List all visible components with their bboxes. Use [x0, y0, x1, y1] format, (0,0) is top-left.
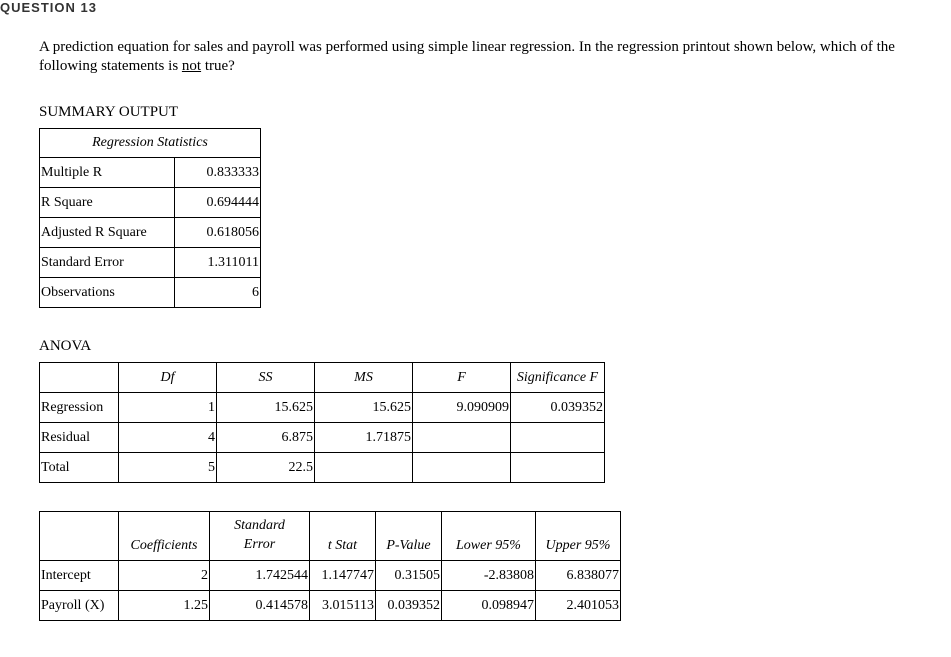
anova-cell: 1.71875 [315, 423, 413, 453]
anova-cell: 15.625 [217, 393, 315, 423]
coef-cell: 1.25 [119, 591, 210, 621]
table-header-row [40, 512, 621, 561]
table-row [40, 423, 605, 453]
anova-header-ms: MS [315, 363, 413, 393]
summary-output-title: SUMMARY OUTPUT [39, 104, 179, 120]
anova-cell: Residual [40, 423, 119, 453]
regression-statistics-header: Regression Statistics [40, 129, 261, 158]
anova-cell [413, 453, 511, 483]
stat-value: 0.694444 [175, 188, 261, 218]
coef-header-empty [40, 512, 119, 561]
stat-label: R Square [40, 188, 175, 218]
coef-cell: 1.742544 [210, 561, 310, 591]
anova-cell: 22.5 [217, 453, 315, 483]
coef-header-t-stat: t Stat [310, 512, 376, 561]
coef-cell: 0.31505 [376, 561, 442, 591]
table-row [40, 188, 261, 218]
coef-cell: 0.039352 [376, 591, 442, 621]
anova-cell: Total [40, 453, 119, 483]
stat-label: Standard Error [40, 248, 175, 278]
stat-value: 1.311011 [175, 248, 261, 278]
anova-cell: 15.625 [315, 393, 413, 423]
anova-cell [315, 453, 413, 483]
question-text-before: A prediction equation for sales and payroll was performed using simple linear regression. In the regression printout shown below, which of the following statements is [39, 39, 895, 74]
question-number: QUESTION 13 [0, 0, 97, 15]
coef-header-coefficients: Coefficients [119, 512, 210, 561]
stat-value: 0.618056 [175, 218, 261, 248]
stat-label: Adjusted R Square [40, 218, 175, 248]
coef-cell: Payroll (X) [40, 591, 119, 621]
anova-cell: 4 [119, 423, 217, 453]
anova-cell [413, 423, 511, 453]
coef-cell: 1.147747 [310, 561, 376, 591]
regression-statistics-table [39, 128, 261, 308]
question-emphasis: not [181, 58, 202, 74]
table-row [40, 561, 621, 591]
table-header-row [40, 363, 605, 393]
coef-header-standard: Standard [234, 518, 285, 533]
stat-label: Observations [40, 278, 175, 308]
anova-cell [511, 423, 605, 453]
coef-cell: -2.83808 [442, 561, 536, 591]
table-row [40, 248, 261, 278]
anova-header-significance-f: Significance F [511, 363, 605, 393]
coef-cell: 3.015113 [310, 591, 376, 621]
coef-cell: 2 [119, 561, 210, 591]
stat-label: Multiple R [40, 158, 175, 188]
table-row [40, 278, 261, 308]
question-header [0, 0, 951, 22]
coef-cell: 0.414578 [210, 591, 310, 621]
stat-value: 6 [175, 278, 261, 308]
anova-cell: 6.875 [217, 423, 315, 453]
anova-cell [511, 453, 605, 483]
anova-header-ss: SS [217, 363, 315, 393]
stat-value: 0.833333 [175, 158, 261, 188]
table-row [40, 218, 261, 248]
coefficients-table [39, 511, 621, 621]
question-text-after: true? [201, 58, 235, 74]
table-row [40, 393, 605, 423]
anova-cell: Regression [40, 393, 119, 423]
coef-header-upper-95: Upper 95% [536, 512, 621, 561]
coef-cell: 0.098947 [442, 591, 536, 621]
table-row [40, 591, 621, 621]
coef-cell: Intercept [40, 561, 119, 591]
coef-header-error: Error [243, 537, 276, 552]
question-text [39, 38, 919, 76]
coef-header-lower-95: Lower 95% [442, 512, 536, 561]
anova-title: ANOVA [39, 338, 92, 354]
anova-header-f: F [413, 363, 511, 393]
anova-cell: 1 [119, 393, 217, 423]
anova-header-df: Df [119, 363, 217, 393]
coef-header-p-value: P-Value [376, 512, 442, 561]
anova-cell: 9.090909 [413, 393, 511, 423]
coef-header-standard-error [210, 512, 310, 561]
table-row [40, 158, 261, 188]
anova-header-empty [40, 363, 119, 393]
anova-cell: 0.039352 [511, 393, 605, 423]
table-row [40, 453, 605, 483]
coef-cell: 2.401053 [536, 591, 621, 621]
anova-table [39, 362, 605, 483]
coef-cell: 6.838077 [536, 561, 621, 591]
anova-cell: 5 [119, 453, 217, 483]
